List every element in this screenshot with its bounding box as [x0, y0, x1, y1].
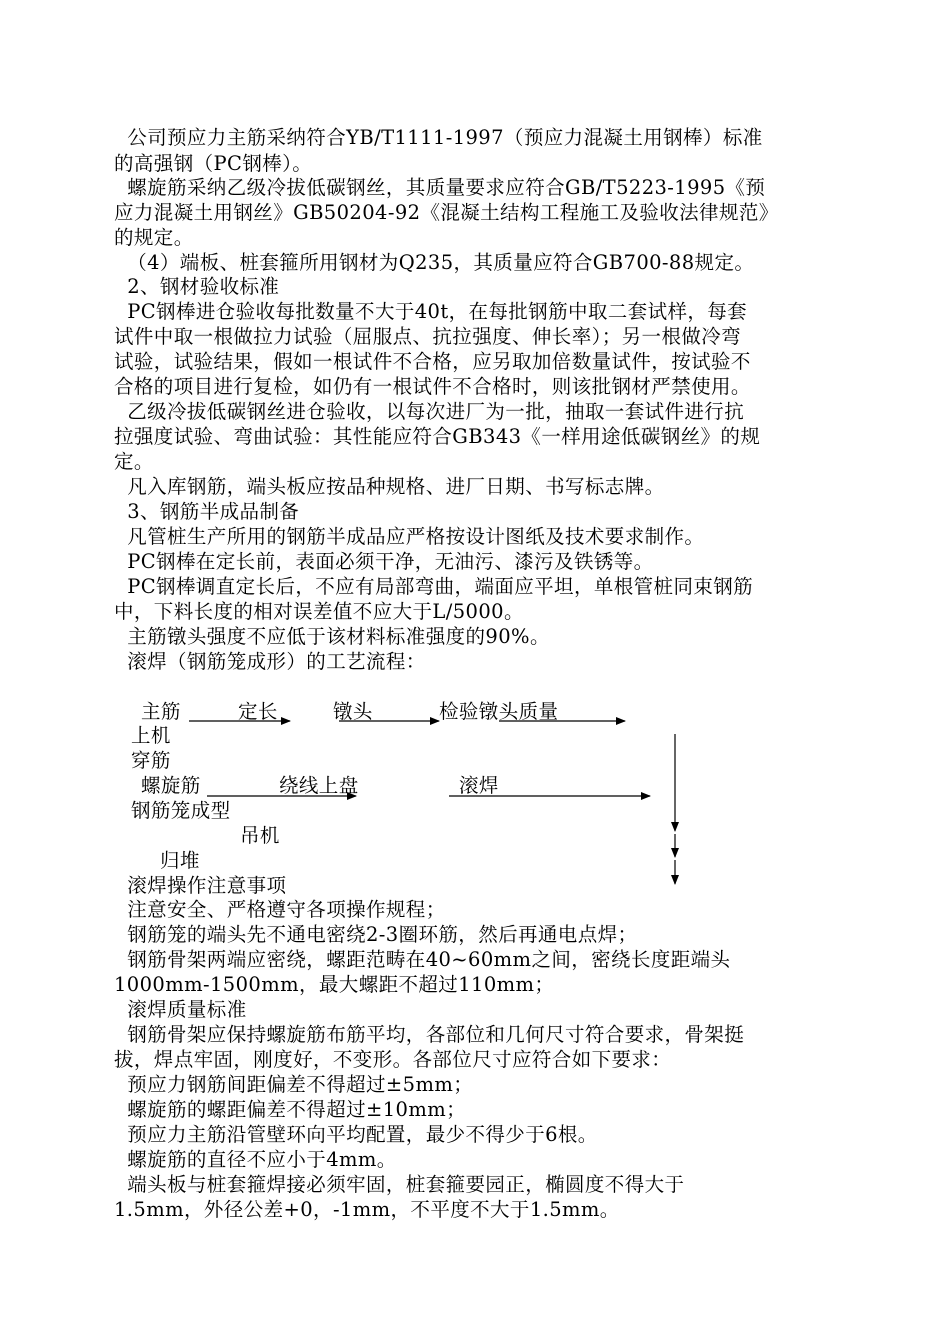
- text-line: 注意安全、严格遵守各项操作规程；: [114, 898, 446, 921]
- text-line: 凡入库钢筋，端头板应按品种规格、进厂日期、书写标志牌。: [114, 475, 665, 498]
- text-line: 拉强度试验、弯曲试验：其性能应符合GB343《一样用途低碳钢丝》的规: [114, 425, 761, 448]
- text-line: 预应力主筋沿管壁环向平均配置，最少不得少于6根。: [114, 1123, 598, 1146]
- text-line: （4）端板、桩套箍所用钢材为Q235，其质量应符合GB700-88规定。: [114, 251, 755, 274]
- text-line: 试验，试验结果，假如一根试件不合格，应另取加倍数量试件，按试验不: [114, 350, 751, 373]
- text-line: 端头板与桩套箍焊接必须牢固，桩套箍要园正，椭圆度不得大于: [114, 1173, 685, 1196]
- text-line: 螺旋筋的螺距偏差不得超过±10mm；: [114, 1098, 467, 1121]
- section-heading: 3、钢筋半成品制备: [114, 500, 300, 523]
- text-line: 凡管桩生产所用的钢筋半成品应严格按设计图纸及技术要求制作。: [114, 525, 705, 548]
- flow-label-gunhan: 滚焊: [459, 774, 499, 797]
- text-line: PC钢棒在定长前，表面必须干净，无油污、漆污及铁锈等。: [114, 550, 654, 573]
- flow-label-zhujin: 主筋: [141, 700, 181, 723]
- text-line: 定。: [114, 450, 154, 473]
- text-line: 钢筋骨架应保持螺旋筋布筋平均，各部位和几何尺寸符合要求，骨架挺: [114, 1023, 745, 1046]
- flow-label-chuanjin: 穿筋: [131, 749, 171, 772]
- text-line: 拔，焊点牢固，刚度好，不变形。各部位尺寸应符合如下要求：: [114, 1048, 672, 1071]
- flow-label-shangji: 上机: [131, 724, 171, 747]
- flow-label-jianyan: 检验镦头质量: [439, 700, 559, 723]
- section-heading: 滚焊操作注意事项: [114, 874, 287, 897]
- text-line: 乙级冷拔低碳钢丝进仓验收，以每次进厂为一批，抽取一套试件进行抗: [114, 400, 745, 423]
- flow-label-luoxuanjin: 螺旋筋: [141, 774, 201, 797]
- flow-label-raoxian: 绕线上盘: [279, 774, 359, 797]
- flow-label-guidui: 归堆: [160, 849, 200, 872]
- section-heading: 2、钢材验收标准: [114, 275, 280, 298]
- section-heading: 滚焊质量标准: [114, 998, 247, 1021]
- text-line: 螺旋筋的直径不应小于4mm。: [114, 1148, 397, 1171]
- text-line: 的高强钢（PC钢棒）。: [114, 152, 313, 175]
- text-line: 应力混凝土用钢丝》GB50204-92《混凝土结构工程施工及验收法律规范》: [114, 201, 779, 224]
- text-line: PC钢棒调直定长后，不应有局部弯曲，端面应平坦，单根管桩同束钢筋: [114, 575, 754, 598]
- text-line: 钢筋骨架两端应密绕，螺距范畴在40~60mm之间，密绕长度距端头: [114, 948, 731, 971]
- flow-label-diaoji: 吊机: [240, 824, 280, 847]
- text-line: 滚焊（钢筋笼成形）的工艺流程：: [114, 650, 426, 673]
- text-line: 螺旋筋采纳乙级冷拔低碳钢丝，其质量要求应符合GB/T5223-1995《预: [114, 176, 766, 199]
- text-line: 合格的项目进行复检，如仍有一根试件不合格时，则该批钢材严禁使用。: [114, 375, 751, 398]
- text-line: 试件中取一根做拉力试验（屈服点、抗拉强度、伸长率）；另一根做冷弯: [114, 325, 742, 348]
- text-line: 中，下料长度的相对误差值不应大于L/5000。: [114, 600, 524, 623]
- text-line: 公司预应力主筋采纳符合YB/T1111-1997（预应力混凝土用钢棒）标准: [114, 126, 763, 149]
- text-line: 的规定。: [114, 226, 194, 249]
- flow-label-dingchang: 定长: [238, 700, 278, 723]
- text-line: 钢筋笼的端头先不通电密绕2-3圈环筋，然后再通电点焊；: [114, 923, 638, 946]
- text-line: 预应力钢筋间距偏差不得超过±5mm；: [114, 1073, 474, 1096]
- flow-label-gangjinlong: 钢筋笼成型: [131, 799, 231, 822]
- text-line: PC钢棒进仓验收每批数量不大于40t，在每批钢筋中取二套试样，每套: [114, 300, 748, 323]
- flow-label-duntou: 镦头: [333, 700, 373, 723]
- text-line: 1.5mm，外径公差+0，-1mm，不平度不大于1.5mm。: [114, 1198, 620, 1221]
- text-line: 1000mm-1500mm，最大螺距不超过110mm；: [114, 973, 555, 996]
- text-line: 主筋镦头强度不应低于该材料标准强度的90%。: [114, 625, 550, 648]
